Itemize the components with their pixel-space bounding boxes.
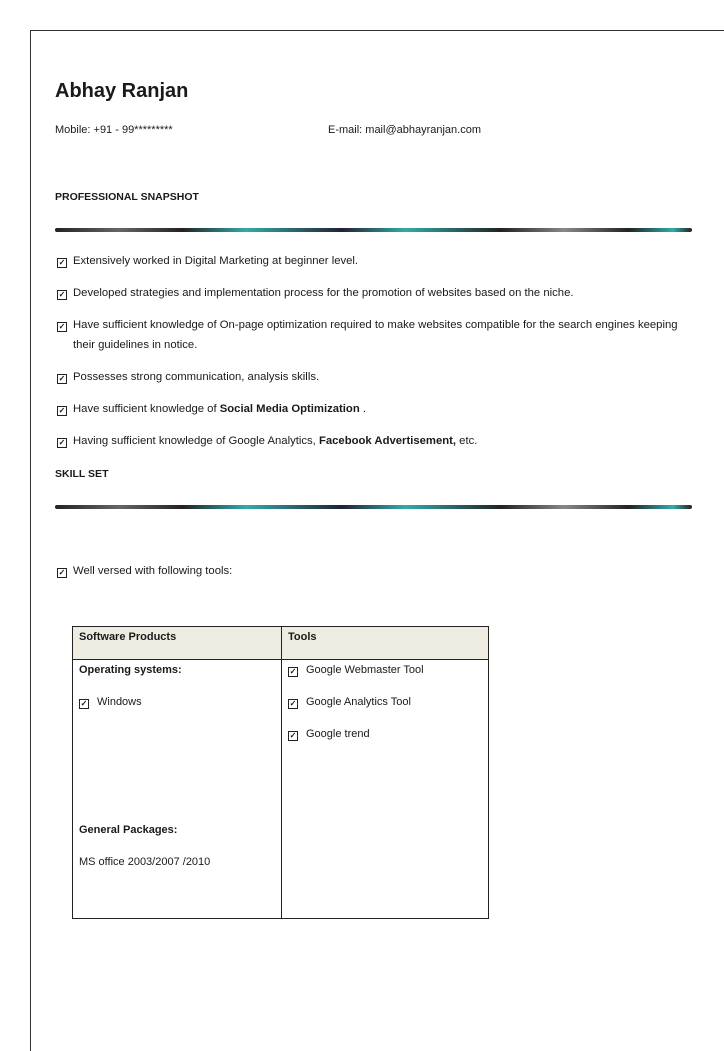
mobile: Mobile: +91 - 99********* — [55, 124, 173, 136]
list-item: ✓ Google Analytics Tool — [289, 696, 411, 708]
os-label: Operating systems: — [79, 664, 182, 676]
list-item: ✓ Having sufficient knowledge of Google Analytics, Facebook Advertisement, etc. — [58, 435, 478, 447]
section-heading-skills: SKILL SET — [55, 468, 109, 480]
list-item: ✓ Google Webmaster Tool — [289, 664, 424, 676]
checkbox-icon: ✓ — [289, 731, 297, 740]
skills-table — [72, 626, 489, 919]
checkbox-icon: ✓ — [58, 290, 66, 299]
candidate-name: Abhay Ranjan — [55, 80, 189, 102]
checkbox-icon: ✓ — [80, 699, 88, 708]
section-heading-snapshot: PROFESSIONAL SNAPSHOT — [55, 191, 199, 203]
checkbox-icon: ✓ — [58, 406, 66, 415]
list-item: ✓ Google trend — [289, 728, 370, 740]
list-item: ✓ Well versed with following tools: — [58, 565, 233, 577]
checkbox-icon: ✓ — [58, 374, 66, 383]
divider — [55, 505, 692, 509]
checkbox-icon: ✓ — [289, 699, 297, 708]
packages-label: General Packages: — [79, 824, 178, 836]
checkbox-icon: ✓ — [58, 258, 66, 267]
checkbox-icon: ✓ — [58, 322, 66, 331]
table-header: Tools — [282, 627, 489, 660]
list-item: ✓ Have sufficient knowledge of On-page optimization required to make websites compatible for the search engines keeping their guidelines in notice. — [58, 319, 678, 351]
checkbox-icon: ✓ — [58, 568, 66, 577]
email: E-mail: mail@abhayranjan.com — [328, 124, 482, 136]
list-item: ✓ Have sufficient knowledge of Social Media Optimization . — [58, 403, 367, 415]
divider — [55, 228, 692, 232]
list-item: ✓ Possesses strong communication, analysis skills. — [58, 371, 320, 383]
list-item: ✓ Windows — [80, 696, 142, 708]
list-item: ✓ Extensively worked in Digital Marketing at beginner level. — [58, 255, 359, 267]
checkbox-icon: ✓ — [58, 438, 66, 447]
list-item: ✓ Developed strategies and implementation process for the promotion of websites based on the niche. — [58, 287, 574, 299]
checkbox-icon: ✓ — [289, 667, 297, 676]
table-header: Software Products — [73, 627, 282, 660]
packages-value: MS office 2003/2007 /2010 — [79, 856, 211, 868]
